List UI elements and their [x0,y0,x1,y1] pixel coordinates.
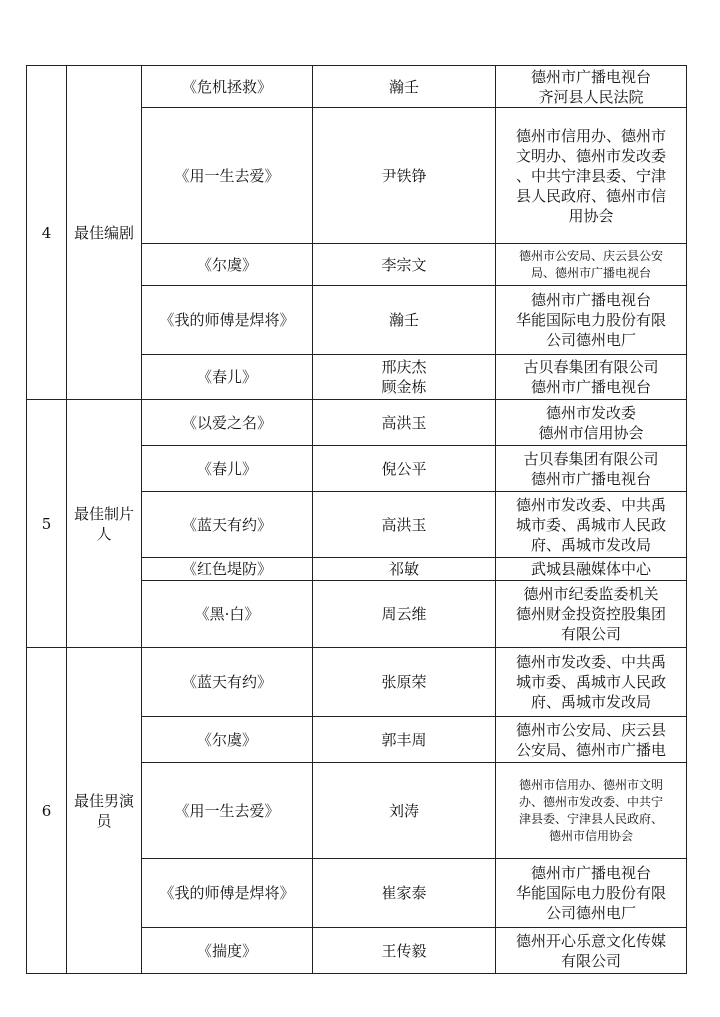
work-title: 《黑·白》 [142,581,313,648]
group-number: 4 [27,66,67,400]
submitting-unit-line: 德州市信用办、德州市 [515,126,666,145]
winner-name-line: 刘涛 [388,801,419,820]
submitting-unit [496,66,687,108]
submitting-unit-line: 德州市广播电视台 [530,67,651,86]
work-title: 《以爱之名》 [142,400,313,446]
winner-name [313,581,496,648]
group-number: 5 [27,400,67,648]
submitting-unit-line: 德州市发改委、中共禹 [515,653,666,671]
winner-name-line: 瀚壬 [388,311,419,329]
submitting-unit-line: 德州市信用协会 [538,423,644,442]
submitting-unit-line: 齐河县人民法院 [538,87,644,106]
submitting-unit-line: 津县委、宁津县人民政府、 [518,811,663,826]
submitting-unit [496,446,687,492]
submitting-unit-line: 用协会 [568,206,614,225]
submitting-unit-line: 公司德州电厂 [545,331,636,349]
winner-name-line: 崔家泰 [381,884,427,902]
winner-name [313,717,496,763]
work-title: 《蓝天有约》 [142,492,313,558]
winner-name [313,648,496,717]
winner-name [313,558,496,581]
submitting-unit-line: 德州市公安局、庆云县 [515,720,666,739]
submitting-unit-line: 、中共宁津县委、宁津 [515,166,666,185]
work-title: 《我的师傅是焊将》 [142,286,313,355]
submitting-unit [496,400,687,446]
submitting-unit-line: 古贝春集团有限公司 [523,449,659,468]
winner-name-line: 邢庆杰 [381,358,427,376]
submitting-unit-line: 德州市纪委监委机关 [523,585,659,603]
winner-name [313,108,496,244]
submitting-unit-line: 华能国际电力股份有限 [515,311,666,329]
submitting-unit [496,717,687,763]
submitting-unit-line: 古贝春集团有限公司 [523,358,659,376]
winner-name [313,286,496,355]
winner-name-line: 周云维 [381,605,427,623]
winner-name-line: 倪公平 [381,459,427,478]
submitting-unit [496,492,687,558]
submitting-unit-line: 德州市广播电视台 [530,291,651,309]
work-title: 《春儿》 [142,355,313,400]
submitting-unit-line: 局、德州市广播电视台 [530,265,651,280]
submitting-unit [496,244,687,286]
winner-name-line: 王传毅 [381,941,427,960]
submitting-unit-line: 华能国际电力股份有限 [515,884,666,902]
submitting-unit-line: 德州市广播电视台 [530,378,651,396]
award-category: 最佳制片人 [67,400,142,648]
submitting-unit-line: 德州市信用协会 [548,828,633,843]
winner-name-line: 祁敏 [388,560,419,578]
award-category: 最佳编剧 [67,66,142,400]
submitting-unit [496,581,687,648]
submitting-unit [496,558,687,581]
submitting-unit-line: 府、禹城市发改局 [530,535,651,554]
submitting-unit-line: 德州财金投资控股集团 [515,605,666,623]
winner-name-line: 郭丰周 [381,730,427,749]
submitting-unit [496,286,687,355]
winner-name-line: 李宗文 [381,255,427,274]
submitting-unit [496,928,687,974]
winner-name [313,400,496,446]
winner-name [313,244,496,286]
winner-name-line: 瀚壬 [388,77,419,96]
table-row [27,648,687,717]
winner-name [313,446,496,492]
winner-name [313,763,496,859]
awards-table-body [27,66,687,974]
submitting-unit-line: 城市委、禹城市人民政 [515,673,666,691]
submitting-unit-line: 府、禹城市发改局 [530,693,651,711]
winner-name-line: 顾金栋 [381,378,427,396]
submitting-unit-line: 办、德州市发改委、中共宁 [518,794,663,809]
work-title: 《尔虞》 [142,717,313,763]
work-title: 《春儿》 [142,446,313,492]
submitting-unit-line: 公安局、德州市广播电 [515,740,666,759]
winner-name [313,859,496,928]
submitting-unit [496,763,687,859]
group-number: 6 [27,648,67,974]
winner-name-line: 张原荣 [381,673,427,691]
submitting-unit-line: 德州市发改委、中共禹 [515,495,666,514]
work-title: 《危机拯救》 [142,66,313,108]
work-title: 《尔虞》 [142,244,313,286]
award-category: 最佳男演员 [67,648,142,974]
winner-name [313,928,496,974]
work-title: 《我的师傅是焊将》 [142,859,313,928]
submitting-unit-line: 有限公司 [560,625,621,643]
winner-name-line: 高洪玉 [381,515,427,534]
submitting-unit-line: 公司德州电厂 [545,904,636,922]
submitting-unit [496,355,687,400]
submitting-unit-line: 德州市信用办、德州市文明 [518,777,663,792]
submitting-unit-line: 文明办、德州市发改委 [515,146,666,165]
submitting-unit-line: 德州市广播电视台 [530,864,651,882]
table-row [27,400,687,446]
winner-name [313,355,496,400]
submitting-unit-line: 德州市公安局、庆云县公安 [518,248,663,263]
submitting-unit-line: 有限公司 [560,951,621,970]
table-row [27,66,687,108]
submitting-unit-line: 城市委、禹城市人民政 [515,515,666,534]
submitting-unit-line: 县人民政府、德州市信 [515,186,666,205]
submitting-unit-line: 德州开心乐意文化传媒 [515,931,666,950]
work-title: 《用一生去爱》 [142,763,313,859]
work-title: 《蓝天有约》 [142,648,313,717]
awards-table [26,65,687,974]
work-title: 《用一生去爱》 [142,108,313,244]
submitting-unit-line: 德州市发改委 [545,403,636,422]
submitting-unit [496,648,687,717]
submitting-unit-line: 德州市广播电视台 [530,469,651,488]
submitting-unit-line: 武城县融媒体中心 [530,560,651,578]
winner-name-line: 尹铁铮 [381,166,427,185]
submitting-unit [496,859,687,928]
submitting-unit [496,108,687,244]
work-title: 《红色堤防》 [142,558,313,581]
work-title: 《揣度》 [142,928,313,974]
winner-name-line: 高洪玉 [381,413,427,432]
winner-name [313,492,496,558]
winner-name [313,66,496,108]
